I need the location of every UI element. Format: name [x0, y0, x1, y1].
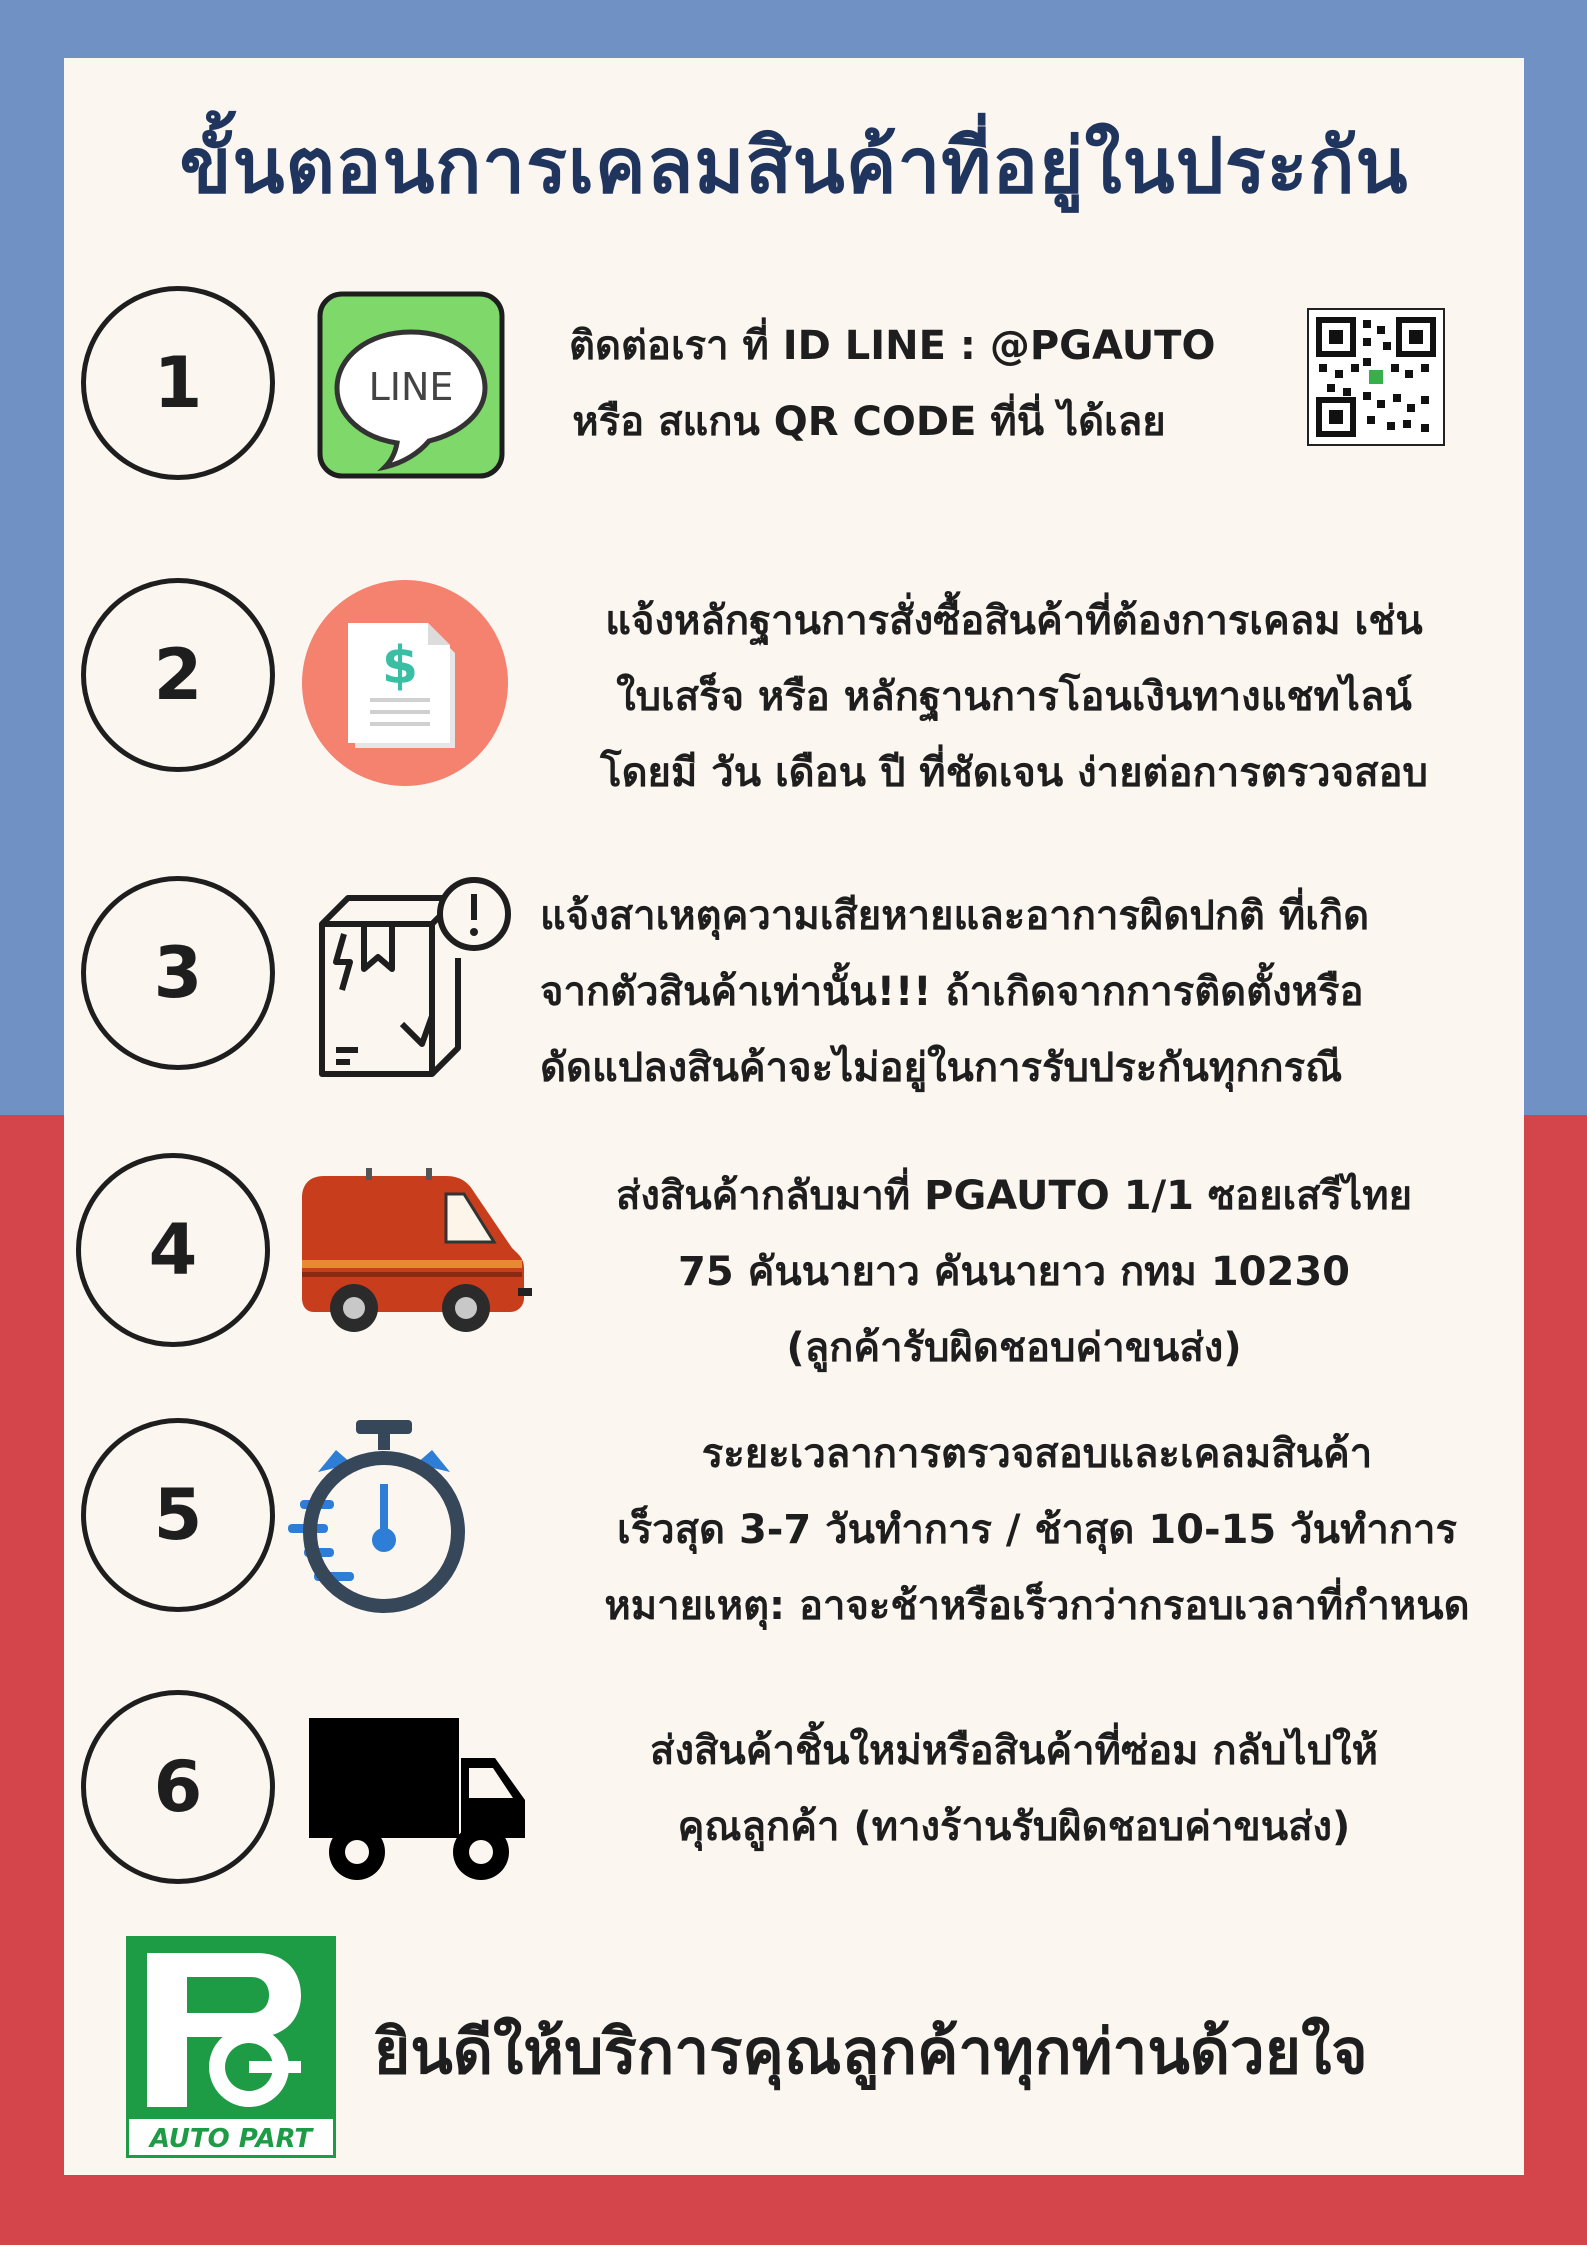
- step-2-line-2: ใบเสร็จ หรือ หลักฐานการโอนเงินทางแชทไลน์: [616, 674, 1412, 720]
- step-2-line-3: โดยมี วัน เดือน ปี ที่ชัดเจน ง่ายต่อการตรวจสอบ: [600, 750, 1428, 796]
- page-title: ขั้นตอนการเคลมสินค้าที่อยู่ในประกัน: [179, 121, 1409, 210]
- step-3-line-2: จากตัวสินค้าเท่านั้น!!! ถ้าเกิดจากการติดตั้งหรือ: [540, 969, 1364, 1015]
- step-2-text: [534, 583, 1494, 811]
- step-4-line-2: 75 คันนายาว คันนายาว กทม 10230: [677, 1249, 1350, 1295]
- step-4-line-3: (ลูกค้ารับผิดชอบค่าขนส่ง): [786, 1325, 1242, 1371]
- step-3-text: [540, 878, 1500, 1106]
- step-4-line-1: ส่งสินค้ากลับมาที่ PGAUTO 1/1 ซอยเสรีไทย: [615, 1173, 1413, 1219]
- step-6-text: [534, 1713, 1494, 1865]
- step-5-line-1: ระยะเวลาการตรวจสอบและเคลมสินค้า: [701, 1431, 1373, 1477]
- step-2-line-1: แจ้งหลักฐานการสั่งซื้อสินค้าที่ต้องการเคลม เช่น: [605, 598, 1423, 644]
- step-5-line-2: เร็วสุด 3-7 วันทำการ / ช้าสุด 10-15 วันทำการ: [617, 1507, 1457, 1553]
- step-1-text: [569, 308, 1216, 460]
- footer-thank-you-text: ยินดีให้บริการคุณลูกค้าทุกท่านด้วยใจ: [374, 2015, 1368, 2088]
- stopwatch-icon: [286, 1420, 576, 1620]
- delivery-van-icon: [296, 1168, 536, 1338]
- pg-auto-part-logo: [126, 1936, 336, 2158]
- poster-card: [64, 58, 1524, 2175]
- svg-text:LINE: LINE: [368, 365, 454, 409]
- step-6-line-2: คุณลูกค้า (ทางร้านรับผิดชอบค่าขนส่ง): [677, 1804, 1351, 1850]
- step-6-line-1: ส่งสินค้าชิ้นใหม่หรือสินค้าที่ซ่อม กลับไปให้: [650, 1728, 1378, 1774]
- truck-icon: [309, 1718, 529, 1888]
- svg-text:AUTO PART: AUTO PART: [149, 2124, 313, 2154]
- step-5-number: 5: [81, 1418, 275, 1612]
- qr-code-icon[interactable]: [1307, 308, 1445, 446]
- step-5-text: [554, 1416, 1520, 1644]
- step-4-number: 4: [76, 1153, 270, 1347]
- step-3-line-1: แจ้งสาเหตุความเสียหายและอาการผิดปกติ ที่เกิด: [540, 893, 1370, 939]
- step-1-line-2: หรือ สแกน QR CODE ที่นี่ ได้เลย: [572, 399, 1166, 445]
- step-5-line-3: หมายเหตุ: อาจะช้าหรือเร็วกว่ากรอบเวลาที่กำหนด: [604, 1583, 1470, 1629]
- step-2-number: 2: [81, 578, 275, 772]
- step-3-line-3: ดัดแปลงสินค้าจะไม่อยู่ในการรับประกันทุกกรณี: [540, 1045, 1343, 1091]
- step-4-text: [534, 1158, 1494, 1386]
- step-1-line-1: ติดต่อเรา ที่ ID LINE : @PGAUTO: [569, 323, 1216, 369]
- step-1-number: 1: [81, 286, 275, 480]
- damaged-box-icon: [312, 874, 517, 1084]
- svg-text:$: $: [381, 636, 419, 696]
- line-chat-icon: [316, 290, 506, 480]
- step-3-number: 3: [81, 876, 275, 1070]
- step-6-number: 6: [81, 1690, 275, 1884]
- receipt-document-icon: [300, 578, 510, 788]
